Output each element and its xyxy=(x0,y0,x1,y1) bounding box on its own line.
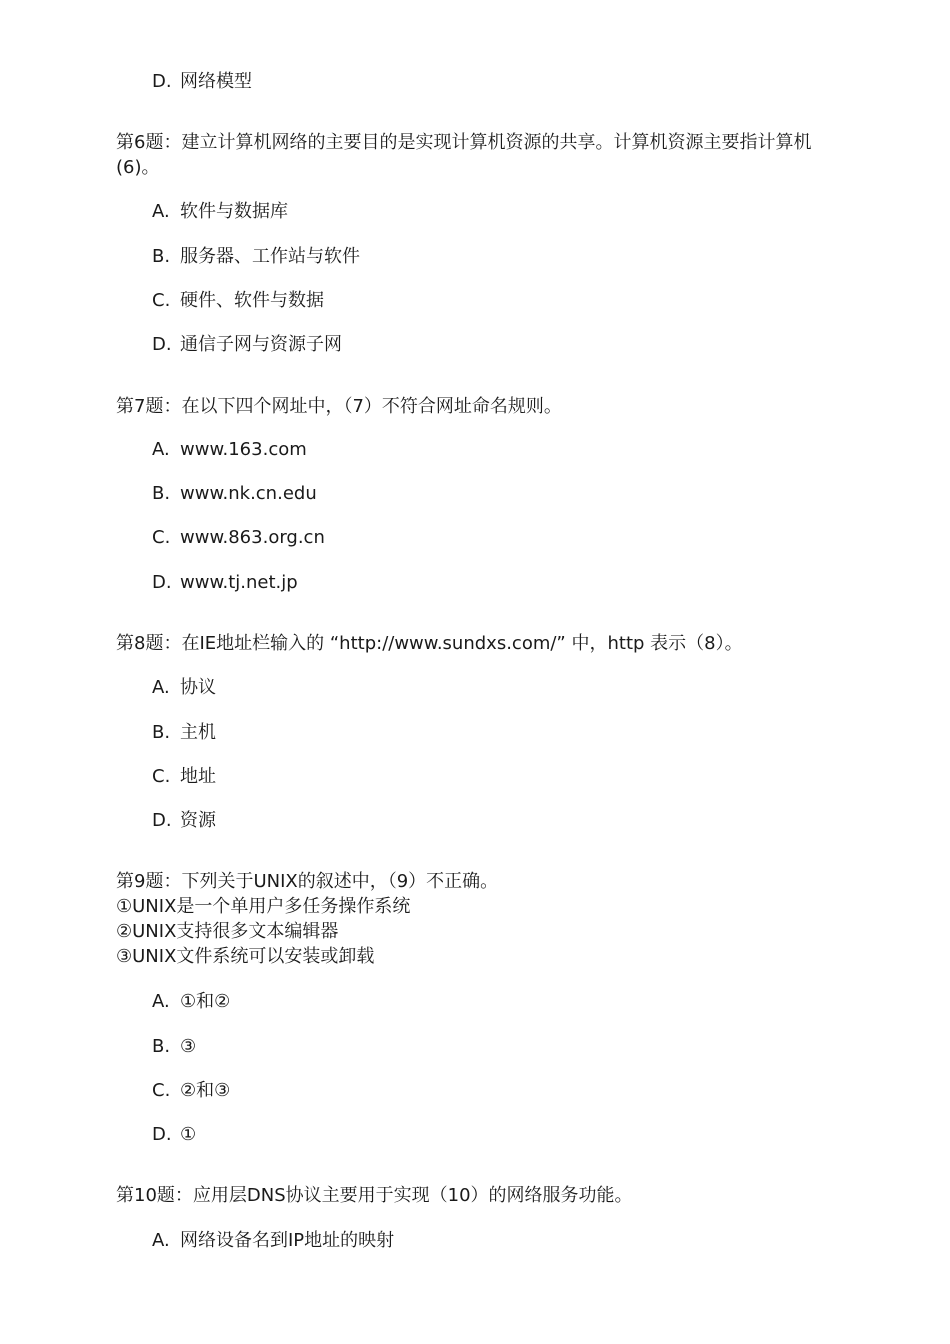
option-text: ③ xyxy=(180,1036,197,1057)
option-text: 硬件、软件与数据 xyxy=(180,290,324,311)
question-6-text: 第6题：建立计算机网络的主要目的是实现计算机资源的共享。计算机资源主要指计算机 xyxy=(116,132,812,153)
question-7-text: 第7题：在以下四个网址中，（7）不符合网址命名规则。 xyxy=(116,396,562,417)
question-9-statement: ①UNIX是一个单用户多任务操作系统 xyxy=(116,896,411,917)
option-text: www.163.com xyxy=(180,439,307,460)
option-item xyxy=(152,808,216,833)
option-text: 软件与数据库 xyxy=(180,201,288,222)
option-text: www.tj.net.jp xyxy=(180,572,298,593)
option-letter: B. xyxy=(152,1036,171,1057)
option-letter: A. xyxy=(152,677,170,698)
option-item xyxy=(152,764,216,789)
option-letter: B. xyxy=(152,246,171,267)
option-item xyxy=(152,570,298,595)
option-letter: A. xyxy=(152,991,170,1012)
option-item xyxy=(152,244,360,269)
option-item xyxy=(152,481,317,506)
question-6-text-cont: (6)。 xyxy=(116,157,160,178)
option-item xyxy=(152,675,216,700)
option-letter: C. xyxy=(152,1080,171,1101)
option-letter: C. xyxy=(152,290,171,311)
option-item xyxy=(152,720,216,745)
option-letter: A. xyxy=(152,1230,170,1251)
option-item xyxy=(152,69,252,94)
option-text: 协议 xyxy=(180,677,216,698)
option-item xyxy=(152,525,325,550)
option-text: 服务器、工作站与软件 xyxy=(180,246,360,267)
question-9-statement: ②UNIX支持很多文本编辑器 xyxy=(116,921,339,942)
question-9-text: 第9题：下列关于UNIX的叙述中，（9）不正确。 xyxy=(116,871,499,892)
option-letter: A. xyxy=(152,201,170,222)
option-letter: B. xyxy=(152,722,171,743)
question-10-text: 第10题：应用层DNS协议主要用于实现（10）的网络服务功能。 xyxy=(116,1185,633,1206)
option-item xyxy=(152,1228,394,1253)
option-letter: D. xyxy=(152,572,172,593)
question-9-statement: ③UNIX文件系统可以安装或卸载 xyxy=(116,946,375,967)
option-letter: D. xyxy=(152,71,172,92)
option-item xyxy=(152,989,230,1014)
option-text: ①和② xyxy=(180,991,231,1012)
option-item xyxy=(152,1034,196,1059)
option-letter: C. xyxy=(152,527,171,548)
option-item xyxy=(152,1078,230,1103)
option-letter: D. xyxy=(152,810,172,831)
option-letter: C. xyxy=(152,766,171,787)
option-item xyxy=(152,199,288,224)
option-text: 网络设备名到IP地址的映射 xyxy=(180,1230,395,1251)
option-letter: B. xyxy=(152,483,171,504)
option-item xyxy=(152,332,342,357)
option-text: 地址 xyxy=(180,766,216,787)
option-text: ②和③ xyxy=(180,1080,231,1101)
question-8-text: 第8题：在IE地址栏输入的 “http://www.sundxs.com/” 中，http 表示（8）。 xyxy=(116,633,743,654)
option-text: 网络模型 xyxy=(180,71,252,92)
option-letter: D. xyxy=(152,334,172,355)
option-text: 资源 xyxy=(180,810,216,831)
option-item xyxy=(152,1122,196,1147)
option-letter: A. xyxy=(152,439,170,460)
option-text: www.863.org.cn xyxy=(180,527,325,548)
option-item xyxy=(152,288,324,313)
option-text: ① xyxy=(180,1124,197,1145)
option-text: 通信子网与资源子网 xyxy=(180,334,342,355)
option-text: 主机 xyxy=(180,722,216,743)
option-text: www.nk.cn.edu xyxy=(180,483,317,504)
option-item xyxy=(152,437,307,462)
option-letter: D. xyxy=(152,1124,172,1145)
